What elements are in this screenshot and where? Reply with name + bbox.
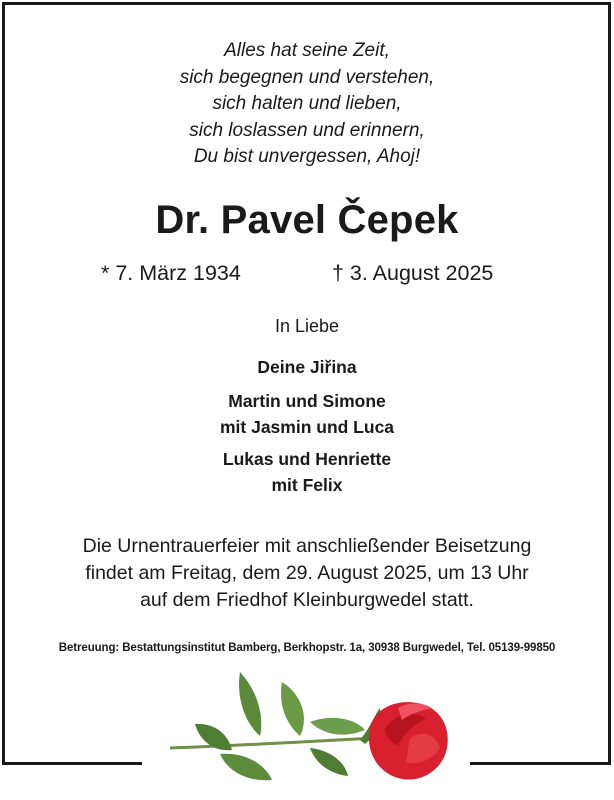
funeral-notice [0,533,614,614]
family-group-martin [0,388,614,440]
family-line: Deine Jiřina [257,357,357,377]
family-line: Lukas und Henriette [222,449,392,469]
poem-line: sich begegnen und verstehen, [179,66,435,88]
family-group-lukas [0,446,614,498]
rose-leaf [220,754,272,780]
poem-line: Alles hat seine Zeit, [224,40,390,61]
notice-line: findet am Freitag, dem 29. August 2025, um 13 Uhr [85,562,529,584]
birth-date: * 7. März 1934 [101,261,241,285]
deceased-name: Dr. Pavel Čepek [155,198,459,242]
family-group-jirina [0,354,614,380]
frame-bottom-left-border [2,762,142,765]
family-line: Martin und Simone [228,391,386,411]
notice-line: Die Urnentrauerfeier mit anschließender Beisetzung [82,535,532,557]
rose-leaf [310,748,348,776]
poem [0,38,614,171]
rose-leaf [239,672,261,736]
death-date: † 3. August 2025 [332,261,494,285]
rose-leaf [281,682,304,736]
rose-leaf [310,718,365,735]
poem-line: sich loslassen und erinnern, [189,119,425,141]
poem-line: Du bist unvergessen, Ahoj! [193,146,421,167]
funeral-home-footer: Betreuung: Bestattungsinstitut Bamberg, Berkhopstr. 1a, 30938 Burgwedel, Tel. 05139-99850 [58,642,556,654]
frame-bottom-right-border [470,762,611,765]
family-line: mit Jasmin und Luca [219,417,395,437]
notice-line: auf dem Friedhof Kleinburgwedel statt. [140,589,474,611]
poem-line: sich halten und lieben, [212,93,402,114]
family-line: mit Felix [271,475,343,495]
frame-top-border [3,2,611,5]
rose-stem [170,738,375,748]
in-liebe-heading: In Liebe [274,316,340,336]
rose-illustration-icon [160,668,460,800]
